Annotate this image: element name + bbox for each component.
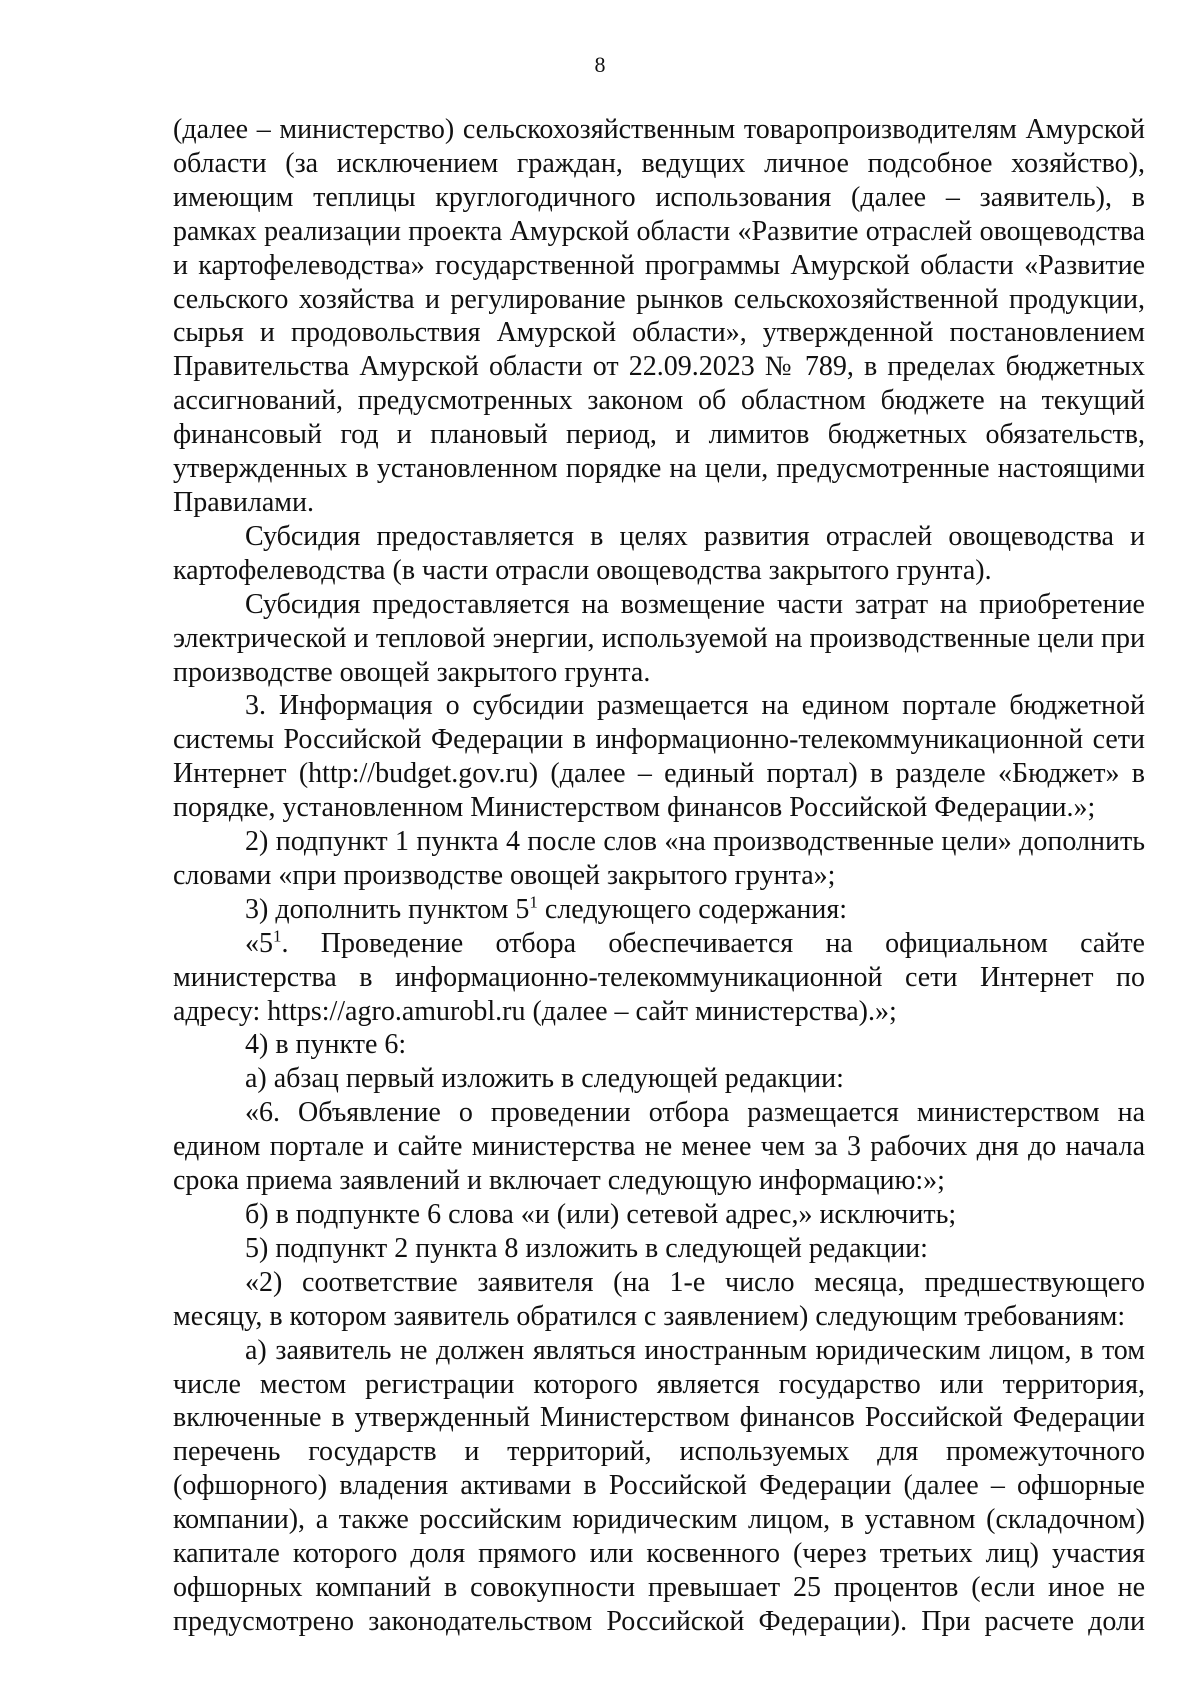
paragraph-item-8-2-requirements: «2) соответствие заявителя (на 1-е число месяца, предшествующего месяцу, в котором заявитель обратился с заявлением) следующим требованиям: — [173, 1266, 1145, 1332]
amendment-3-superscript: 1 — [529, 892, 538, 912]
item-5-1-text: «5 — [245, 927, 273, 959]
document-body — [173, 113, 1145, 1639]
paragraph-subsidy-compensation: Субсидия предоставляется на возмещение части затрат на приобретение электрической и тепловой энергии, используемой на производственные цели при производстве овощей закрытого грунта. — [173, 588, 1145, 688]
item-5-1-superscript: 1 — [273, 926, 282, 946]
page-number: 8 — [594, 52, 606, 77]
paragraph-item-6-announcement: «6. Объявление о проведении отбора размещается министерством на едином портале и сайте министерства не менее чем за 3 рабочих дня до начала срока приема заявлений и включает следующую информацию:»; — [173, 1097, 1145, 1197]
paragraph-requirement-a: а) заявитель не должен являться иностранным юридическим лицом, в том числе местом регистрации которого является государство или территория, включенные в утвержденный Министерством финансов Российской Федерации перечень государств и территорий, используемых для промежуточного (офшорного) владения активами в Российской Федерации (далее – офшорные компании), а также российским юридическим лицом, в уставном (складочном) капитале которого доля прямого или косвенного (через третьих лиц) участия офшорных компаний в совокупности превышает 25 процентов (если иное не предусмотрено законодательством Российской Федерации). При расчете доли — [173, 1334, 1145, 1637]
paragraph-amendment-2: 2) подпункт 1 пункта 4 после слов «на производственные цели» дополнить словами «при производстве овощей закрытого грунта»; — [173, 826, 1145, 891]
paragraph-item-5-1 — [173, 927, 1145, 1029]
paragraph-amendment-4: 4) в пункте 6: — [245, 1029, 407, 1061]
paragraph-subsidy-recipients: (далее – министерство) сельскохозяйственным товаропроизводителям Амурской области (за исключением граждан, ведущих личное подсобное хозяйство), имеющим теплицы круглогодичного использования (далее – заявитель), в рамках реализации проекта Амурской области «Развитие отраслей овощеводства и картофелеводства» государственной программы Амурской области «Развитие сельского хозяйства и регулирование рынков сельскохозяйственной продукции, сырья и продовольствия Амурской области», утвержденной постановлением Правительства Амурской области от 22.09.2023 № 789, в пределах бюджетных ассигнований, предусмотренных законом об областном бюджете на текущий финансовый год и плановый период, и лимитов бюджетных обязательств, утвержденных в установленном порядке на цели, предусмотренные настоящими Правилами. — [173, 114, 1145, 518]
item-5-1-text-tail: . Проведение отбора обеспечивается на официальном сайте министерства в информационно-телекоммуникационной сети Интернет по адресу: https://agro.amurobl.ru (далее – сайт министерства).»; — [173, 927, 1145, 1027]
amendment-3-text: 3) дополнить пунктом 5 — [245, 893, 530, 925]
paragraph-amendment-5: 5) подпункт 2 пункта 8 изложить в следующей редакции: — [245, 1232, 928, 1264]
paragraph-item-3-information: 3. Информация о субсидии размещается на едином портале бюджетной системы Российской Федерации в информационно-телекоммуникационной сети Интернет (http://budget.gov.ru) (далее – единый портал) в разделе «Бюджет» в порядке, установленном Министерством финансов Российской Федерации.»; — [173, 690, 1145, 824]
paragraph-amendment-4b: б) в подпункте 6 слова «и (или) сетевой адрес,» исключить; — [245, 1199, 957, 1230]
paragraph-amendment-3 — [173, 893, 1145, 927]
paragraph-amendment-4a: а) абзац первый изложить в следующей редакции: — [245, 1063, 844, 1095]
paragraph-subsidy-purpose: Субсидия предоставляется в целях развития отраслей овощеводства и картофелеводства (в части отрасли овощеводства закрытого грунта). — [173, 520, 1145, 586]
amendment-3-text-tail: следующего содержания: — [537, 893, 847, 925]
